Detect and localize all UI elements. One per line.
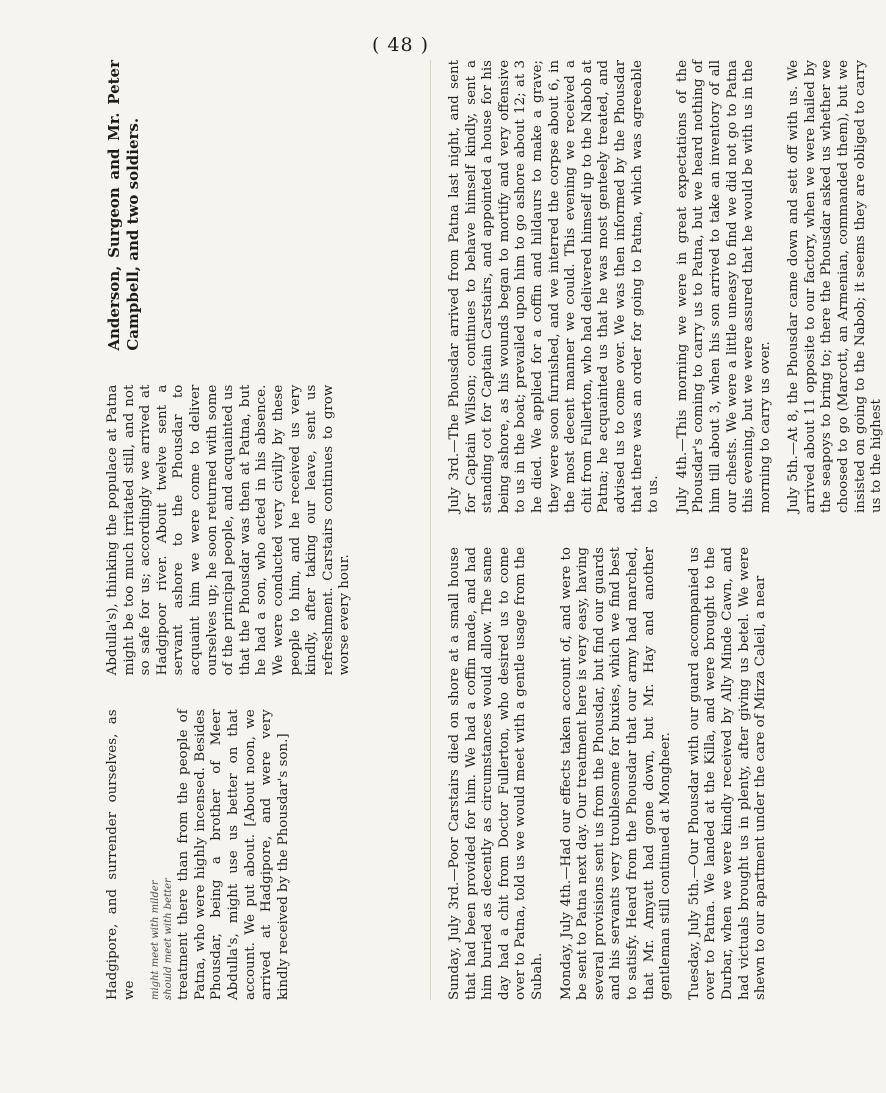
top-left-line: Hadgipore, and surrender ourselves, as we — [105, 709, 137, 1000]
bottom-band — [447, 60, 885, 1000]
entry-sunday-july-3: Sunday, July 3rd.—Poor Carstairs died on shore at a small house that had been provided for him. We had a coffin made, and had him buried as decently as circumstances would allow. The same day had a chit from Doctor Fullerton, who desired us to come over to Patna, told us we would meet with a gentle usage from the Subah. — [447, 547, 545, 1000]
top-column-left — [105, 709, 405, 1000]
entry-july-4: July 4th.—This morning we were in great expectations of the Phousdar's coming to carry us to Patna, but we heard nothing of him till about 3, when his son arrived to take an inventory of all our chests. We were a little uneasy to find we did not go to Patna this evening, but we were assured that he would be with us in the morning to carry us over. — [674, 60, 773, 513]
rotated-page-content — [95, 59, 885, 1000]
top-band — [105, 60, 405, 1000]
bottom-column-left — [447, 547, 769, 1000]
top-middle-paragraph: Abdulla's), thinking the populace at Patna might be too much irritated still, and not so safe for us; accordingly we arrived at Hadgipoor river. About twelve sent a servant ashore to the Phousdar to acquaint him we were come to deliver ourselves up; he soon returned with some of the principal people, and acquainted us that the Phousdar was then at Patna, but he had a son, who acted in his absence. We were conducted very civilly by these people to him, and he received us very kindly, after taking our leave, sent us refreshment. Carstairs continues to grow worse every hour. — [105, 384, 353, 676]
entry-july-5: July 5th.—At 8, the Phousdar came down and sett off with us. We arrived about 11 opposite to our factory, when we were hailed by the seapoys to bring to; there the Phousdar asked us whether we choosed to go (Marcott, an Armenian, commanded them), but we insisted on going to the Nabob; it seems they are obliged to carry us to the highest — [786, 60, 885, 513]
top-column-right — [105, 60, 405, 351]
top-right-heading: Anderson, Surgeon and Mr. Peter Campbell, and two soldiers. — [105, 59, 142, 351]
entry-monday-july-4: Monday, July 4th.—Had our effects taken account of, and were to be sent to Patna next day. Our treatment here is very easy, having several provisions sent us from the Phousdar, but find our guards and his servants very troublesome for buxies, which we find best to satisfy. Heard from the Phousdar that our army had marched, that Mr. Amyatt had gone down, but Mr. Hay and another gentleman still continued at Mongheer. — [558, 547, 674, 1000]
band-divider — [430, 60, 431, 1000]
top-left-paragraph: treatment there than from the people of Patna, who were highly incensed. Besides Phousdar, being a brother of Meer Abdulla's, might use us better on that account. We put about. [About noon, we arrived at Hadgipore, and were very kindly received by the Phousdar's son.] — [176, 709, 291, 1000]
entry-july-3: July 3rd.—The Phousdar arrived from Patna last night, and sent for Captain Wilson; continues to behave himself kindly, sent a standing cot for Captain Carstairs, and appointed a house for his being ashore, as his wounds began to mortify and very offensive to us in the boat; prevailed upon him to go ashore about 12; at 3 he died. We applied for a coffin and hildaurs to make a grave; they were soon furnished, and we interred the corpse about 6, in the most decent manner we could. This evening we received a chit from Fullerton, who had delivered himself up to the Nabob at Patna; he acquainted us that he was most genteely treated, and advised us to come over. We was then informed by the Phousdar that there was an order for going to Patna, which was agreeable to us. — [447, 60, 662, 513]
bottom-column-right — [447, 60, 885, 513]
marginal-annotation-1: might meet with milder — [150, 880, 162, 1000]
page-number: ( 48 ) — [371, 34, 430, 56]
marginal-annotation-2: should meet with better — [163, 878, 175, 1000]
entry-tuesday-july-5: Tuesday, July 5th.—Our Phousdar with our guard accompanied us over to Patna. We landed at the Killa, and were brought to the Durbar, when we were kindly received by Ally Minde Cawn, and had victuals brought us in plenty, after giving us betel. We were shewn to our apartment under the care of Mirza Caleil, a near — [686, 547, 769, 1000]
top-column-middle — [105, 385, 405, 676]
